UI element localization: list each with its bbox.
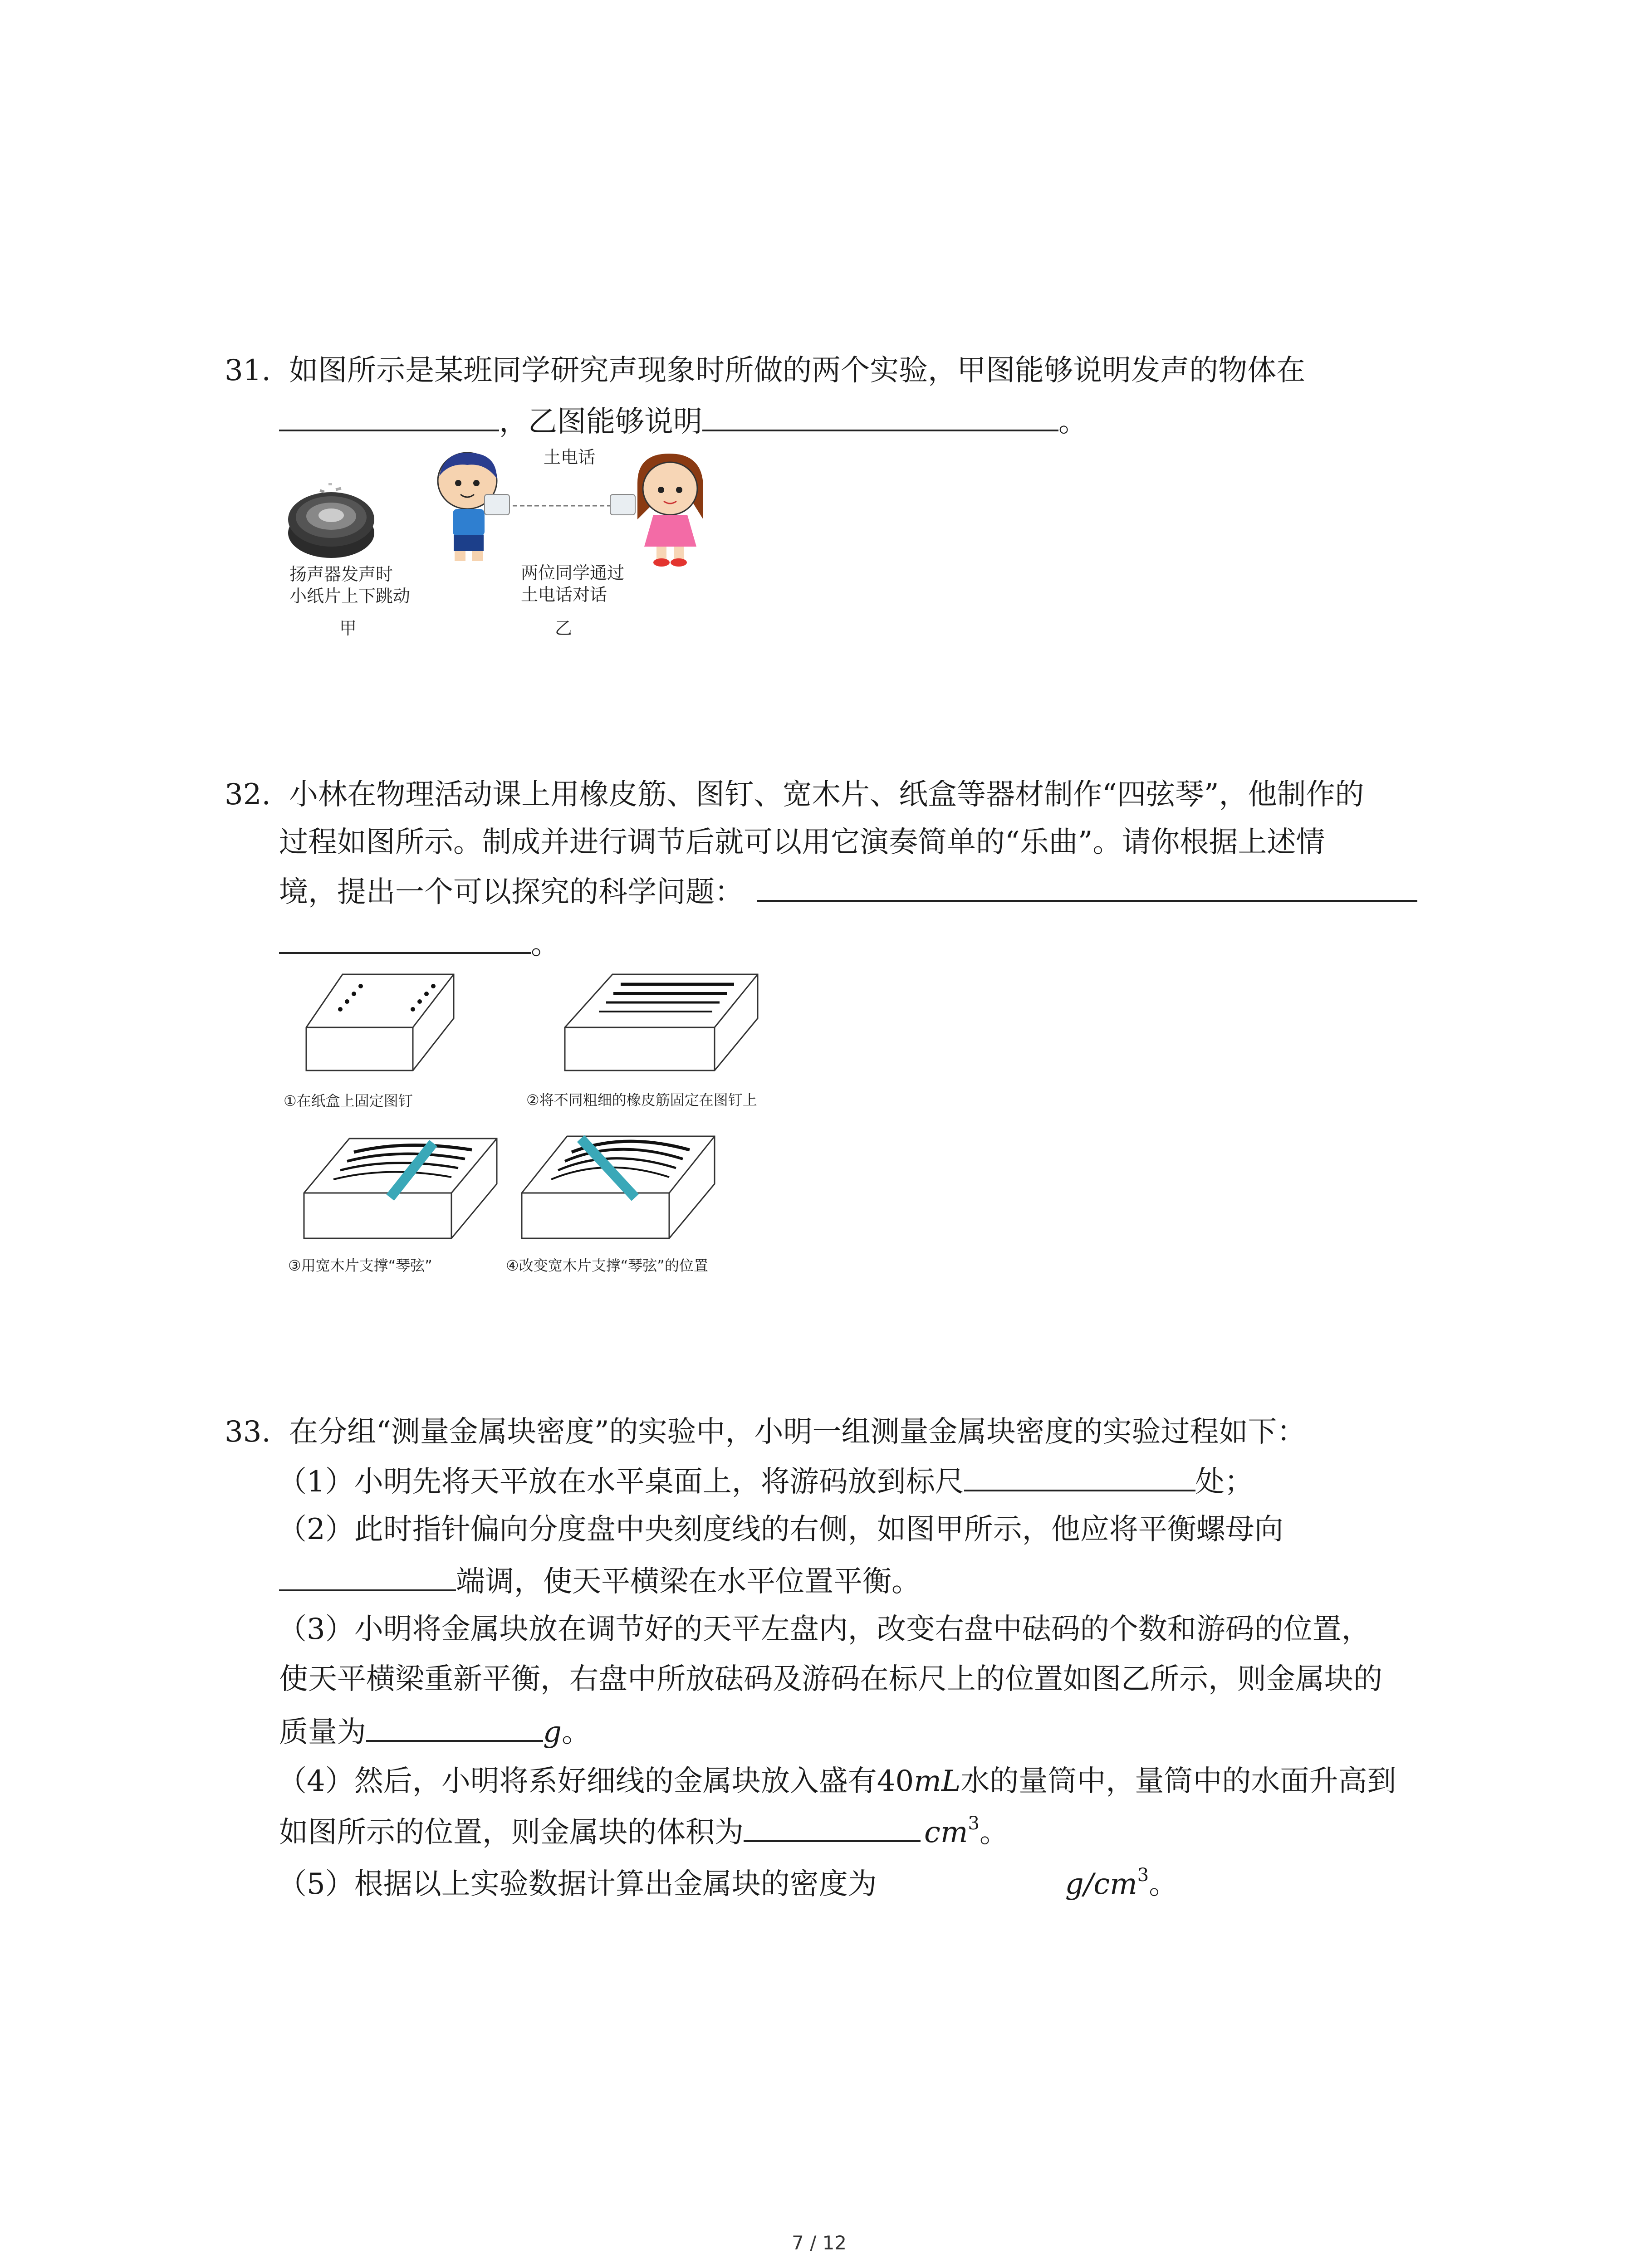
q31-number: 31. [225,354,271,387]
q33-blank-2[interactable] [279,1589,456,1591]
q31-boy-figure [431,449,517,567]
q32-caption-3: ③用宽木片支撑“琴弦” [288,1257,432,1274]
q33-blank-3[interactable] [366,1740,543,1742]
q31-string-line [513,503,612,508]
q33-blank-4[interactable] [744,1840,921,1842]
q31-blank-1[interactable] [279,430,499,431]
q32-blank-2[interactable] [279,952,531,954]
q32-number: 32. [225,778,271,811]
q33-step4-line2: 如图所示的位置，则金属块的体积为 $cm^3$。 [279,1813,1009,1849]
q33-step2-line1: （2）此时指针偏向分度盘中央刻度线的右侧，如图甲所示，他应将平衡螺母向 [278,1513,1283,1546]
q33-step3-line1: （3）小明将金属块放在调节好的天平左盘内，改变右盘中砝码的个数和游码的位置， [278,1613,1371,1646]
q31-right-name: 乙 [555,618,573,638]
q32-text-1: 小林在物理活动课上用橡皮筋、图钉、宽木片、纸盒等器材制作“四弦琴”，他制作的 [289,778,1364,811]
q31-right-caption: 两位同学通过 土电话对话 [521,563,625,605]
q31-left-caption: 扬声器发声时 小纸片上下跳动 [289,564,411,606]
q32-box-2 [563,971,762,1073]
q32-caption-1: ①在纸盒上固定图钉 [284,1092,413,1110]
q33-blank-1[interactable] [964,1490,1195,1491]
q33-step4-line1: （4）然后，小明将系好细线的金属块放入盛有40mL水的量筒中，量筒中的水面升高到 [278,1765,1396,1798]
q32-blank-1[interactable] [757,900,1417,902]
q33-text-1: 在分组“测量金属块密度”的实验中，小明一组测量金属块密度的实验过程如下： [289,1415,1306,1449]
q33-step2-line2: 端调，使天平横梁在水平位置平衡。 [279,1567,921,1596]
q31-blank-2[interactable] [702,430,1058,431]
q33-step3-line3: 质量为 g。 [279,1716,591,1749]
q31-text-1: 如图所示是某班同学研究声现象时所做的两个实验，甲图能够说明发声的物体在 [289,354,1306,387]
q32-box-4 [519,1132,719,1241]
q31-line2 [279,405,1087,439]
q32-caption-4: ④改变宽木片支撑“琴弦”的位置 [506,1257,708,1274]
page-number: 7 / 12 [792,2232,847,2254]
q32-line2: 过程如图所示。制成并进行调节后就可以用它演奏简单的“乐曲”。请你根据上述情 [279,826,1325,859]
q31-text-3: 。 [1058,405,1087,439]
q32-line3 [279,875,1417,909]
q32-text-3: 境，提出一个可以探究的科学问题： [279,875,744,909]
q32-caption-2: ②将不同粗细的橡皮筋固定在图钉上 [526,1091,757,1109]
q33-step1: （1）小明先将天平放在水平桌面上，将游码放到标尺 处； [278,1465,1254,1499]
q31-line1 [225,356,1305,385]
q32-text-4: 。 [531,928,560,961]
q31-girl-figure [610,451,710,569]
q33-step3-line2: 使天平横梁重新平衡，右盘中所放砝码及游码在标尺上的位置如图乙所示，则金属块的 [279,1662,1382,1696]
q33-line1 [225,1415,1306,1449]
q31-phone-label: 土电话 [544,447,596,467]
q33-number: 33. [225,1415,271,1449]
q31-left-name: 甲 [339,618,357,638]
q32-line4 [279,930,560,959]
q31-speaker-figure [281,472,381,562]
q31-text-2: ，乙图能够说明 [499,405,702,439]
q32-line1 [225,780,1364,809]
q33-step5: （5）根据以上实验数据计算出金属块的密度为 $g/cm^3$。 [278,1865,1178,1901]
q32-box-1 [304,971,458,1073]
q32-box-3 [302,1134,501,1241]
